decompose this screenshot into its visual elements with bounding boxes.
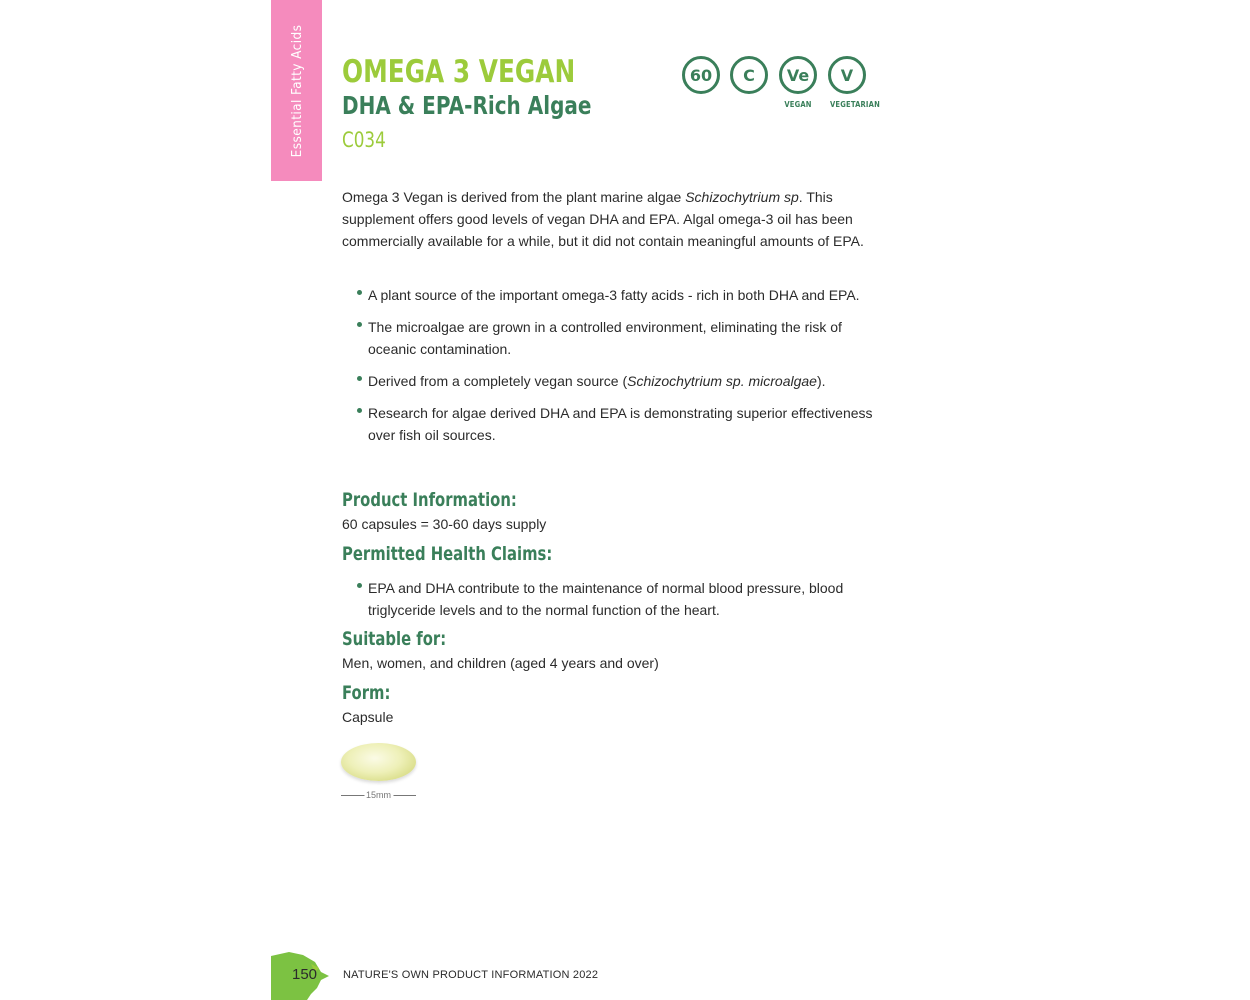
capsule-count-badge (681, 56, 721, 94)
capsule-size-measure (341, 788, 416, 802)
capsule-icon: C (730, 56, 768, 94)
badge-row (681, 56, 881, 116)
intro-species: Schizochytrium sp (685, 189, 799, 205)
category-tab (271, 0, 322, 181)
capsule-badge (729, 56, 769, 94)
product-info-text: 60 capsules = 30-60 days supply (342, 516, 547, 532)
intro-text-2: . This supplement offers good levels of vegan DHA and EPA. Algal omega-3 oil has been commercially available for a while, but it did not contain meaningful amounts of EPA. (342, 189, 864, 249)
benefit-item (356, 402, 886, 446)
footer-text: NATURE'S OWN PRODUCT INFORMATION 2022 (343, 969, 599, 981)
health-claims-heading: Permitted Health Claims: (342, 543, 553, 565)
product-title: OMEGA 3 VEGAN (342, 54, 576, 90)
benefit-text: The microalgae are grown in a controlled environment, eliminating the risk of oceanic contamination. (368, 319, 842, 357)
capsule-count-icon: 60 (682, 56, 720, 94)
capsule-size-label: 15mm (365, 790, 392, 800)
vegan-caption: VEGAN (784, 100, 812, 109)
health-claim-text: EPA and DHA contribute to the maintenance of normal blood pressure, blood triglyceride levels and to the normal function of the heart. (368, 580, 844, 618)
benefit-item (356, 284, 886, 306)
page-number: 150 (292, 966, 318, 983)
benefit-text-italic: Schizochytrium sp. microalgae (627, 373, 817, 389)
benefit-text-post: ). (816, 373, 826, 389)
product-info-heading: Product Information: (342, 489, 517, 511)
suitable-for-heading: Suitable for: (342, 628, 447, 650)
product-code: C034 (342, 128, 386, 152)
vegan-badge (778, 56, 818, 109)
benefit-text (368, 370, 886, 392)
intro-text-1: Omega 3 Vegan is derived from the plant marine algae (342, 189, 686, 205)
vegetarian-icon: V (828, 56, 866, 94)
suitable-for-text: Men, women, and children (aged 4 years and over) (342, 655, 659, 671)
benefit-text-pre: Derived from a completely vegan source ( (368, 373, 628, 389)
form-heading: Form: (342, 682, 391, 704)
form-text: Capsule (342, 709, 394, 725)
vegan-icon: Ve (779, 56, 817, 94)
benefit-text: Research for algae derived DHA and EPA is demonstrating superior effectiveness over fish oil sources. (368, 405, 873, 443)
vegetarian-caption: VEGETARIAN (830, 100, 880, 109)
product-subtitle: DHA & EPA-Rich Algae (342, 91, 592, 120)
capsule-image (341, 743, 416, 781)
benefits-list (356, 284, 886, 456)
health-claims-list (356, 577, 886, 631)
category-tab-label: Essential Fatty Acids (288, 24, 305, 157)
vegetarian-badge (827, 56, 880, 109)
benefit-item (356, 316, 886, 360)
intro-paragraph (342, 186, 882, 252)
health-claim-item (356, 577, 886, 621)
benefit-text: A plant source of the important omega-3 fatty acids - rich in both DHA and EPA. (368, 287, 860, 303)
benefit-item (356, 370, 886, 392)
